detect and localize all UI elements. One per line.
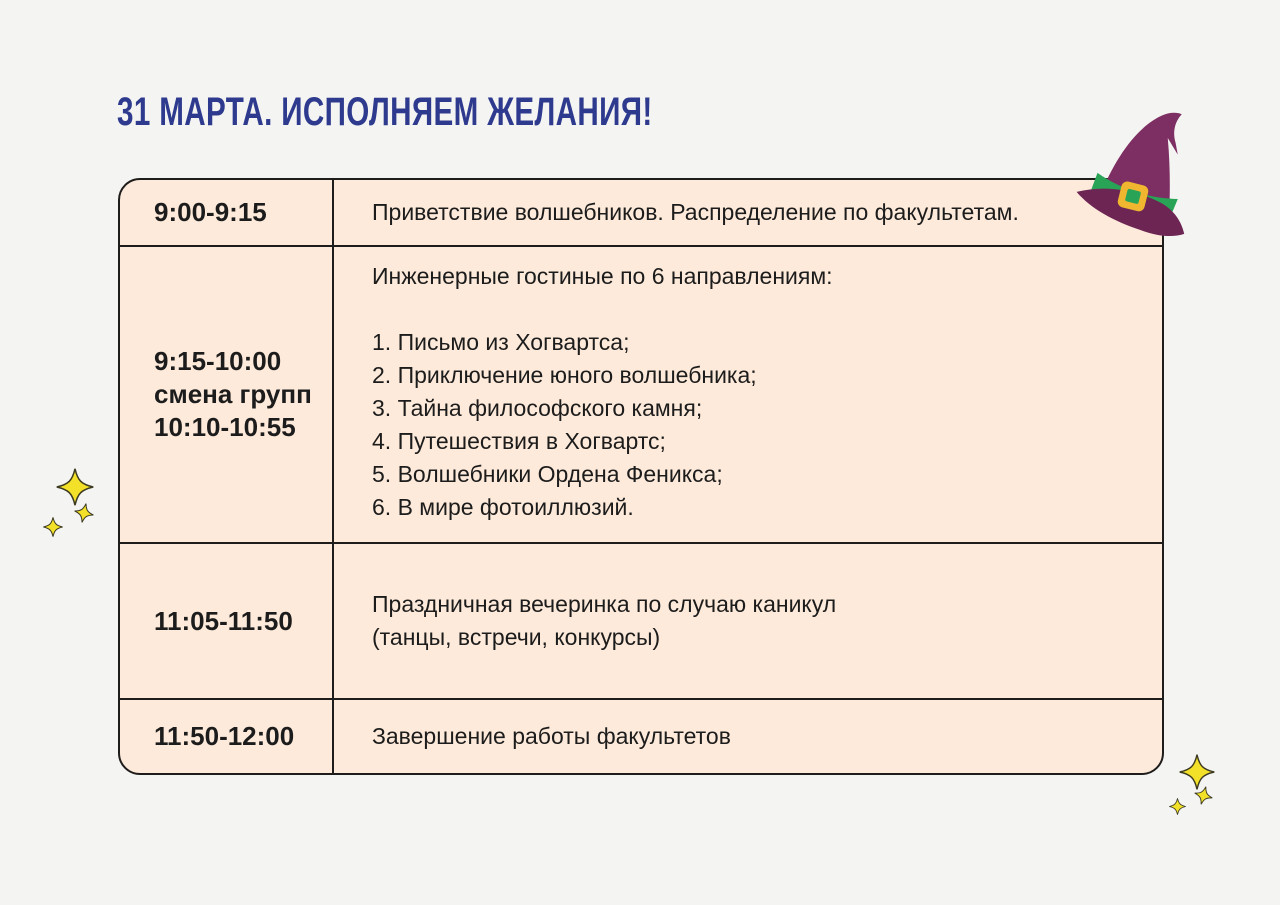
time-cell xyxy=(120,247,334,542)
time-cell xyxy=(120,544,334,698)
table-row xyxy=(120,245,1162,542)
sparkle-icon xyxy=(1192,784,1215,807)
table-row xyxy=(120,180,1162,245)
wizard-hat-icon xyxy=(1074,103,1206,245)
time-text: 9:15-10:00 xyxy=(154,346,282,376)
description-text: (танцы, встречи, конкурсы) xyxy=(372,624,661,650)
list-item: 4. Путешествия в Хогвартс; xyxy=(372,428,666,454)
time-text: смена групп xyxy=(154,379,312,409)
description-cell xyxy=(334,544,1162,698)
description-text: Завершение работы факультетов xyxy=(372,723,731,749)
list-item: 2. Приключение юного волшебника; xyxy=(372,362,757,388)
description-text: Праздничная вечеринка по случаю каникул xyxy=(372,591,837,617)
schedule-table xyxy=(118,178,1164,775)
description-cell xyxy=(334,700,1162,773)
sparkle-icon xyxy=(72,501,96,525)
description-cell xyxy=(334,180,1162,245)
sparkle-icon xyxy=(43,517,63,537)
list-item: 3. Тайна философского камня; xyxy=(372,395,703,421)
list-item: 6. В мире фотоиллюзий. xyxy=(372,494,634,520)
time-text: 11:50-12:00 xyxy=(154,721,295,751)
time-text: 9:00-9:15 xyxy=(154,197,267,227)
page-title: 31 МАРТА. ИСПОЛНЯЕМ ЖЕЛАНИЯ! xyxy=(117,90,653,134)
description-text: Приветствие волшебников. Распределение по факультетам. xyxy=(372,199,1019,225)
time-cell xyxy=(120,700,334,773)
time-text: 11:05-11:50 xyxy=(154,605,293,636)
sparkle-icon xyxy=(56,468,94,506)
description-cell xyxy=(334,247,1162,542)
lounge-list xyxy=(372,326,1146,524)
time-text: 10:10-10:55 xyxy=(154,412,296,442)
table-row xyxy=(120,542,1162,698)
list-item: 5. Волшебники Ордена Феникса; xyxy=(372,461,723,487)
sparkle-icon xyxy=(1169,798,1186,815)
description-heading: Инженерные гостиные по 6 направлениям: xyxy=(372,263,833,289)
list-item: 1. Письмо из Хогвартса; xyxy=(372,329,630,355)
time-cell xyxy=(120,180,334,245)
table-row xyxy=(120,698,1162,773)
